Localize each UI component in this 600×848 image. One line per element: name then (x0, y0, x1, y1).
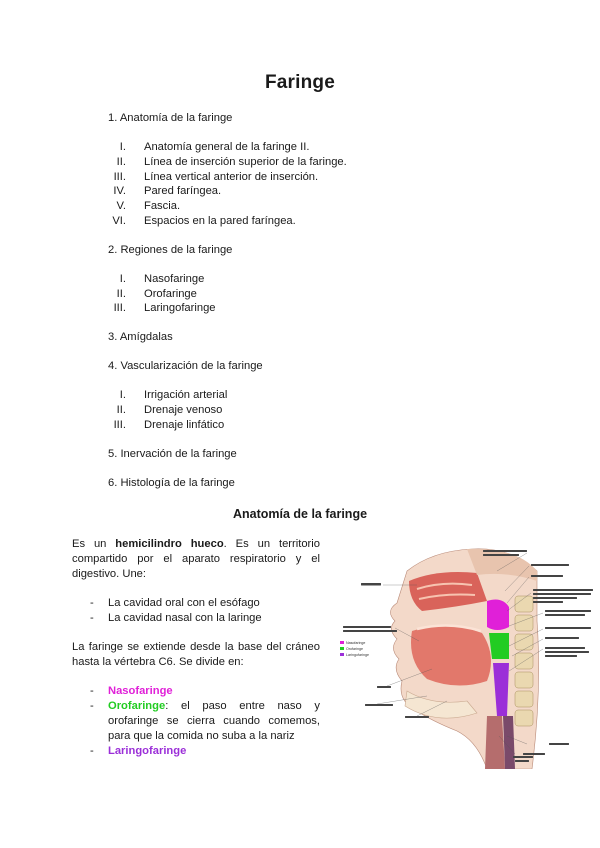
regions-list (72, 684, 320, 759)
table-of-contents (108, 111, 347, 491)
list-item: - La cavidad oral con el esófago (90, 597, 260, 609)
nasofaringe-region (487, 599, 509, 630)
toc-section-4: 4. Vascularización de la faringe (108, 360, 263, 373)
toc-item: II. Línea de inserción superior de la faringe. (116, 155, 347, 168)
intro-paragraph: Es un hemicilindro hueco. Es un territorio compartido por el aparato respiratorio y el digestivo. Une: (72, 538, 320, 580)
toc-item: I. Irrigación arterial (119, 389, 228, 402)
figure-legend (340, 641, 369, 657)
une-list (72, 596, 320, 626)
list-item: - La cavidad nasal con la laringe (90, 612, 262, 624)
toc-section-6: 6. Histología de la faringe (108, 476, 235, 489)
legend-label: Nasofaringe (346, 641, 366, 645)
toc-item: V. Fascia. (116, 200, 181, 213)
page-title: Faringe (264, 72, 336, 93)
toc-item: I. Anatomía general de la faringe II. (119, 141, 310, 153)
toc-section-2: 2. Regiones de la faringe (108, 243, 233, 256)
list-item-nasofaringe: - Nasofaringe (90, 685, 173, 697)
toc-item: III. Línea vertical anterior de inserción. (113, 170, 319, 183)
orofaringe-region (489, 633, 509, 659)
legend-swatch-orofaringe (340, 647, 344, 650)
toc-item: II. Drenaje venoso (116, 403, 223, 416)
trachea-shape (485, 716, 505, 769)
section-heading: Anatomía de la faringe (232, 507, 368, 521)
extension-paragraph: La faringe se extiende desde la base del cráneo hasta la vértebra C6. Se divide en: (72, 641, 320, 668)
toc-item: IV. Pared faríngea. (113, 185, 222, 198)
legend-swatch-nasofaringe (340, 641, 344, 644)
list-item-orofaringe: - Orofaringe: el paso entre naso y orofaringe se cierra cuando comemos, para que la comida no suba a la nariz (90, 700, 320, 742)
list-item-laringofaringe: - Laringofaringe (90, 745, 187, 757)
toc-section-3: 3. Amígdalas (108, 331, 173, 344)
legend-label: Orofaringe (346, 647, 363, 651)
pharynx-anatomy-illustration (337, 541, 599, 769)
toc-section-5: 5. Inervación de la faringe (108, 447, 237, 460)
toc-section-1: 1. Anatomía de la faringe (108, 112, 233, 124)
legend-label: Laringofaringe (346, 653, 369, 657)
toc-item: III. Drenaje linfático (113, 418, 225, 431)
toc-item: II. Orofaringe (116, 287, 197, 300)
toc-item: I. Nasofaringe (119, 272, 205, 285)
toc-item: III. Laringofaringe (113, 302, 216, 315)
legend-swatch-laringofaringe (340, 653, 344, 656)
toc-item: VI. Espacios en la pared faríngea. (112, 214, 296, 227)
